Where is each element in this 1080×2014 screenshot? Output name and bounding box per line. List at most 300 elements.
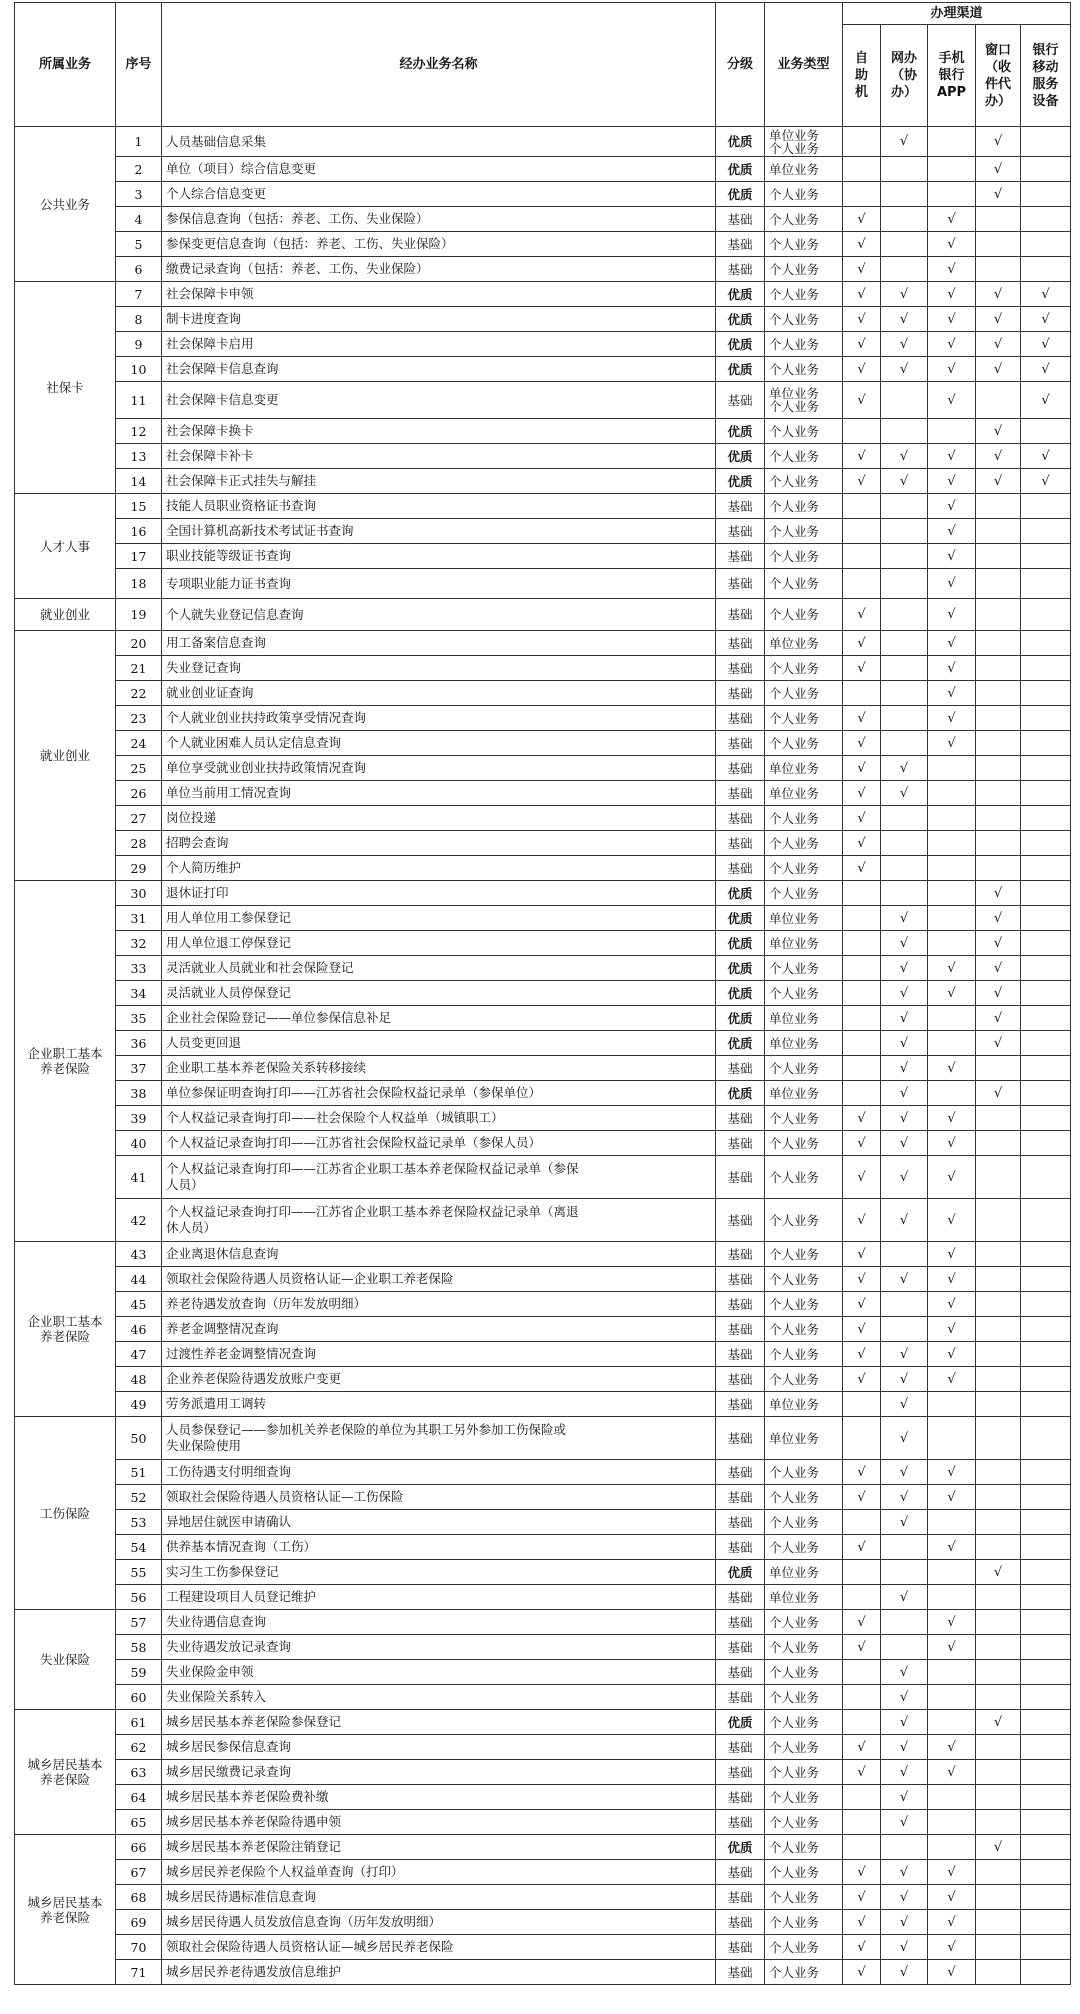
check-kiosk: √ <box>843 357 881 382</box>
check-bank-device <box>1021 856 1071 881</box>
check-window: √ <box>976 182 1021 207</box>
check-mobile-banking: √ <box>928 731 976 756</box>
check-online: √ <box>881 1342 928 1367</box>
check-online <box>881 881 928 906</box>
service-name: 城乡居民基本养老保险待遇申领 <box>162 1810 716 1835</box>
business-type: 个人业务 <box>765 332 843 357</box>
check-kiosk <box>843 157 881 182</box>
check-bank-device <box>1021 656 1071 681</box>
service-level: 优质 <box>716 332 765 357</box>
check-bank-device <box>1021 1935 1071 1960</box>
check-window: √ <box>976 157 1021 182</box>
business-type: 个人业务 <box>765 1935 843 1960</box>
check-mobile-banking: √ <box>928 1292 976 1317</box>
row-number: 6 <box>116 257 162 282</box>
table-row <box>15 257 1071 282</box>
table-row <box>15 1710 1071 1735</box>
service-name: 技能人员职业资格证书查询 <box>162 494 716 519</box>
check-window <box>976 756 1021 781</box>
check-window <box>976 1585 1021 1610</box>
check-mobile-banking: √ <box>928 444 976 469</box>
check-online <box>881 1635 928 1660</box>
business-type: 个人业务 <box>765 469 843 494</box>
service-level: 基础 <box>716 1760 765 1785</box>
check-online: √ <box>881 1056 928 1081</box>
check-kiosk: √ <box>843 1367 881 1392</box>
service-name: 单位享受就业创业扶持政策情况查询 <box>162 756 716 781</box>
check-bank-device <box>1021 1760 1071 1785</box>
check-kiosk: √ <box>843 1535 881 1560</box>
business-type: 单位业务 <box>765 631 843 656</box>
check-kiosk: √ <box>843 1885 881 1910</box>
check-mobile-banking: √ <box>928 681 976 706</box>
business-type: 个人业务 <box>765 1485 843 1510</box>
check-mobile-banking: √ <box>928 956 976 981</box>
check-kiosk: √ <box>843 1635 881 1660</box>
check-window: √ <box>976 1835 1021 1860</box>
table-row <box>15 1835 1071 1860</box>
check-mobile-banking <box>928 1585 976 1610</box>
check-bank-device: √ <box>1021 332 1071 357</box>
service-name: 个人就业创业扶持政策享受情况查询 <box>162 706 716 731</box>
check-window <box>976 681 1021 706</box>
header-channel-online: 网办（协办） <box>881 25 928 127</box>
check-kiosk: √ <box>843 1199 881 1242</box>
check-window: √ <box>976 1006 1021 1031</box>
check-kiosk <box>843 1785 881 1810</box>
service-name: 养老待遇发放查询（历年发放明细） <box>162 1292 716 1317</box>
table-row <box>15 1785 1071 1810</box>
check-online <box>881 257 928 282</box>
table-row <box>15 781 1071 806</box>
business-type: 个人业务 <box>765 1885 843 1910</box>
check-online: √ <box>881 1267 928 1292</box>
check-window <box>976 1342 1021 1367</box>
service-level: 优质 <box>716 182 765 207</box>
check-window <box>976 1392 1021 1417</box>
check-kiosk <box>843 182 881 207</box>
check-mobile-banking <box>928 182 976 207</box>
service-level: 基础 <box>716 1317 765 1342</box>
check-bank-device <box>1021 182 1071 207</box>
table-row <box>15 981 1071 1006</box>
row-number: 24 <box>116 731 162 756</box>
service-name: 个人权益记录查询打印——江苏省企业职工基本养老保险权益记录单（参保 人员） <box>162 1156 716 1199</box>
table-row <box>15 631 1071 656</box>
check-online: √ <box>881 1810 928 1835</box>
category-cell: 城乡居民基本 养老保险 <box>15 1710 116 1835</box>
check-window: √ <box>976 282 1021 307</box>
business-type: 单位业务 <box>765 756 843 781</box>
check-window <box>976 569 1021 599</box>
check-online: √ <box>881 1685 928 1710</box>
header-level: 分级 <box>716 3 765 127</box>
row-number: 62 <box>116 1735 162 1760</box>
table-row <box>15 1485 1071 1510</box>
check-mobile-banking: √ <box>928 1342 976 1367</box>
service-name: 参保信息查询（包括：养老、工伤、失业保险） <box>162 207 716 232</box>
check-mobile-banking: √ <box>928 544 976 569</box>
check-online: √ <box>881 1860 928 1885</box>
row-number: 35 <box>116 1006 162 1031</box>
service-name: 城乡居民基本养老保险费补缴 <box>162 1785 716 1810</box>
check-kiosk: √ <box>843 469 881 494</box>
check-bank-device <box>1021 1106 1071 1131</box>
service-name: 专项职业能力证书查询 <box>162 569 716 599</box>
service-name: 失业保险关系转入 <box>162 1685 716 1710</box>
check-mobile-banking <box>928 1660 976 1685</box>
check-online: √ <box>881 906 928 931</box>
check-window <box>976 1267 1021 1292</box>
service-level: 基础 <box>716 806 765 831</box>
row-number: 21 <box>116 656 162 681</box>
check-mobile-banking <box>928 1810 976 1835</box>
service-level: 优质 <box>716 1081 765 1106</box>
service-level: 优质 <box>716 419 765 444</box>
check-window: √ <box>976 307 1021 332</box>
header-service-name: 经办业务名称 <box>162 3 716 127</box>
service-name: 城乡居民基本养老保险注销登记 <box>162 1835 716 1860</box>
check-window <box>976 1810 1021 1835</box>
check-window: √ <box>976 981 1021 1006</box>
service-name: 城乡居民待遇人员发放信息查询（历年发放明细） <box>162 1910 716 1935</box>
check-bank-device <box>1021 1392 1071 1417</box>
business-type: 单位业务 <box>765 157 843 182</box>
table-row <box>15 931 1071 956</box>
header-channel-window: 窗口（收件代办） <box>976 25 1021 127</box>
service-level: 优质 <box>716 906 765 931</box>
check-kiosk <box>843 419 881 444</box>
check-window: √ <box>976 1560 1021 1585</box>
check-bank-device <box>1021 1367 1071 1392</box>
service-level: 基础 <box>716 1910 765 1935</box>
service-level: 优质 <box>716 956 765 981</box>
header-channel-kiosk: 自助机 <box>843 25 881 127</box>
check-online <box>881 569 928 599</box>
table-row <box>15 1199 1071 1242</box>
header-channel-mobile-banking: 手机银行APP <box>928 25 976 127</box>
service-name: 退休证打印 <box>162 881 716 906</box>
service-level: 优质 <box>716 1835 765 1860</box>
check-kiosk: √ <box>843 1935 881 1960</box>
business-type: 个人业务 <box>765 1860 843 1885</box>
table-row <box>15 1535 1071 1560</box>
check-mobile-banking: √ <box>928 494 976 519</box>
table-row <box>15 656 1071 681</box>
service-name: 企业离退休信息查询 <box>162 1242 716 1267</box>
service-level: 基础 <box>716 1056 765 1081</box>
table-row <box>15 681 1071 706</box>
check-bank-device <box>1021 1860 1071 1885</box>
check-online: √ <box>881 332 928 357</box>
check-mobile-banking: √ <box>928 1860 976 1885</box>
service-name: 用人单位退工停保登记 <box>162 931 716 956</box>
check-window <box>976 1860 1021 1885</box>
check-kiosk <box>843 881 881 906</box>
check-online: √ <box>881 981 928 1006</box>
table-row <box>15 1560 1071 1585</box>
row-number: 41 <box>116 1156 162 1199</box>
check-kiosk <box>843 1081 881 1106</box>
row-number: 50 <box>116 1417 162 1460</box>
check-bank-device <box>1021 1535 1071 1560</box>
business-type: 个人业务 <box>765 1660 843 1685</box>
check-kiosk <box>843 1560 881 1585</box>
check-kiosk: √ <box>843 656 881 681</box>
check-online <box>881 806 928 831</box>
check-online <box>881 207 928 232</box>
check-window <box>976 382 1021 419</box>
check-mobile-banking: √ <box>928 1056 976 1081</box>
table-row <box>15 1156 1071 1199</box>
table-row <box>15 444 1071 469</box>
check-kiosk <box>843 1392 881 1417</box>
check-bank-device: √ <box>1021 382 1071 419</box>
table-row <box>15 1267 1071 1292</box>
service-level: 基础 <box>716 1610 765 1635</box>
check-window <box>976 1735 1021 1760</box>
check-mobile-banking: √ <box>928 469 976 494</box>
check-window: √ <box>976 931 1021 956</box>
check-bank-device <box>1021 1156 1071 1199</box>
check-mobile-banking: √ <box>928 207 976 232</box>
business-type: 个人业务 <box>765 1760 843 1785</box>
business-type: 个人业务 <box>765 257 843 282</box>
table-row <box>15 956 1071 981</box>
service-level: 优质 <box>716 307 765 332</box>
business-type: 个人业务 <box>765 182 843 207</box>
check-window <box>976 207 1021 232</box>
check-online: √ <box>881 1910 928 1935</box>
check-online: √ <box>881 1417 928 1460</box>
check-bank-device <box>1021 931 1071 956</box>
business-type: 个人业务 <box>765 1056 843 1081</box>
business-type: 个人业务 <box>765 1317 843 1342</box>
service-name: 社会保障卡补卡 <box>162 444 716 469</box>
service-level: 基础 <box>716 756 765 781</box>
check-window <box>976 599 1021 631</box>
table-row <box>15 1585 1071 1610</box>
table-row <box>15 906 1071 931</box>
business-type: 个人业务 <box>765 956 843 981</box>
check-bank-device <box>1021 257 1071 282</box>
service-name: 个人权益记录查询打印——江苏省企业职工基本养老保险权益记录单（离退 休人员） <box>162 1199 716 1242</box>
business-type: 单位业务 <box>765 1560 843 1585</box>
service-level: 基础 <box>716 569 765 599</box>
business-type: 个人业务 <box>765 656 843 681</box>
check-kiosk: √ <box>843 1106 881 1131</box>
service-name: 企业职工基本养老保险关系转移接续 <box>162 1056 716 1081</box>
check-kiosk <box>843 931 881 956</box>
check-kiosk: √ <box>843 1342 881 1367</box>
service-name: 职业技能等级证书查询 <box>162 544 716 569</box>
check-window <box>976 1785 1021 1810</box>
row-number: 42 <box>116 1199 162 1242</box>
check-kiosk <box>843 1417 881 1460</box>
check-kiosk: √ <box>843 856 881 881</box>
check-bank-device <box>1021 1006 1071 1031</box>
service-name: 个人就失业登记信息查询 <box>162 599 716 631</box>
check-online: √ <box>881 1485 928 1510</box>
table-row <box>15 1810 1071 1835</box>
check-window <box>976 781 1021 806</box>
check-window <box>976 1199 1021 1242</box>
check-online: √ <box>881 1006 928 1031</box>
check-kiosk: √ <box>843 781 881 806</box>
business-type: 个人业务 <box>765 494 843 519</box>
check-window <box>976 706 1021 731</box>
check-mobile-banking: √ <box>928 1485 976 1510</box>
row-number: 25 <box>116 756 162 781</box>
check-window <box>976 1056 1021 1081</box>
table-row <box>15 1660 1071 1685</box>
check-mobile-banking: √ <box>928 1106 976 1131</box>
check-bank-device <box>1021 157 1071 182</box>
service-level: 基础 <box>716 1199 765 1242</box>
service-name: 失业待遇发放记录查询 <box>162 1635 716 1660</box>
check-mobile-banking <box>928 756 976 781</box>
check-mobile-banking: √ <box>928 1242 976 1267</box>
check-window: √ <box>976 127 1021 157</box>
service-level: 基础 <box>716 232 765 257</box>
check-mobile-banking: √ <box>928 1960 976 1985</box>
service-name: 城乡居民参保信息查询 <box>162 1735 716 1760</box>
check-mobile-banking: √ <box>928 232 976 257</box>
service-level: 基础 <box>716 1510 765 1535</box>
check-bank-device <box>1021 706 1071 731</box>
check-online: √ <box>881 931 928 956</box>
check-bank-device <box>1021 681 1071 706</box>
check-mobile-banking: √ <box>928 519 976 544</box>
check-mobile-banking: √ <box>928 706 976 731</box>
table-row <box>15 881 1071 906</box>
service-level: 基础 <box>716 631 765 656</box>
service-level: 基础 <box>716 1685 765 1710</box>
check-bank-device <box>1021 831 1071 856</box>
table-row <box>15 207 1071 232</box>
check-mobile-banking: √ <box>928 569 976 599</box>
check-window <box>976 1367 1021 1392</box>
check-kiosk: √ <box>843 1860 881 1885</box>
service-level: 基础 <box>716 599 765 631</box>
row-number: 5 <box>116 232 162 257</box>
row-number: 56 <box>116 1585 162 1610</box>
check-kiosk <box>843 1710 881 1735</box>
service-list-document <box>14 2 1070 1985</box>
check-window <box>976 831 1021 856</box>
business-type: 个人业务 <box>765 1610 843 1635</box>
business-type: 个人业务 <box>765 207 843 232</box>
check-bank-device: √ <box>1021 444 1071 469</box>
check-online: √ <box>881 1199 928 1242</box>
check-bank-device <box>1021 1835 1071 1860</box>
service-level: 基础 <box>716 856 765 881</box>
row-number: 66 <box>116 1835 162 1860</box>
check-bank-device <box>1021 1910 1071 1935</box>
row-number: 51 <box>116 1460 162 1485</box>
check-online <box>881 419 928 444</box>
check-mobile-banking: √ <box>928 382 976 419</box>
check-mobile-banking: √ <box>928 599 976 631</box>
table-row <box>15 1417 1071 1460</box>
table-row <box>15 599 1071 631</box>
service-level: 基础 <box>716 1535 765 1560</box>
header-channels: 办理渠道 <box>843 3 1071 25</box>
row-number: 20 <box>116 631 162 656</box>
check-window <box>976 494 1021 519</box>
table-row <box>15 1367 1071 1392</box>
check-kiosk <box>843 681 881 706</box>
service-level: 基础 <box>716 1342 765 1367</box>
service-name: 单位当前用工情况查询 <box>162 781 716 806</box>
check-mobile-banking: √ <box>928 1267 976 1292</box>
service-name: 社会保障卡换卡 <box>162 419 716 444</box>
check-bank-device <box>1021 1056 1071 1081</box>
check-window <box>976 1485 1021 1510</box>
header-number: 序号 <box>116 3 162 127</box>
check-bank-device <box>1021 631 1071 656</box>
row-number: 3 <box>116 182 162 207</box>
table-row <box>15 1392 1071 1417</box>
check-window <box>976 1242 1021 1267</box>
check-online <box>881 1535 928 1560</box>
check-bank-device <box>1021 544 1071 569</box>
business-type: 个人业务 <box>765 1735 843 1760</box>
row-number: 43 <box>116 1242 162 1267</box>
check-online: √ <box>881 1785 928 1810</box>
check-window <box>976 257 1021 282</box>
table-row <box>15 1006 1071 1031</box>
check-online <box>881 656 928 681</box>
table-row <box>15 127 1071 157</box>
check-online <box>881 1835 928 1860</box>
service-level: 优质 <box>716 469 765 494</box>
row-number: 19 <box>116 599 162 631</box>
service-name: 人员变更回退 <box>162 1031 716 1056</box>
business-type: 个人业务 <box>765 1342 843 1367</box>
business-type: 个人业务 <box>765 519 843 544</box>
service-name: 失业待遇信息查询 <box>162 1610 716 1635</box>
check-kiosk: √ <box>843 207 881 232</box>
row-number: 68 <box>116 1885 162 1910</box>
table-row <box>15 382 1071 419</box>
business-type: 个人业务 <box>765 1710 843 1735</box>
check-bank-device <box>1021 207 1071 232</box>
service-level: 基础 <box>716 706 765 731</box>
service-name: 参保变更信息查询（包括：养老、工伤、失业保险） <box>162 232 716 257</box>
check-kiosk: √ <box>843 1156 881 1199</box>
row-number: 65 <box>116 1810 162 1835</box>
table-row <box>15 1031 1071 1056</box>
service-level: 基础 <box>716 1935 765 1960</box>
service-level: 优质 <box>716 444 765 469</box>
table-row <box>15 1106 1071 1131</box>
row-number: 46 <box>116 1317 162 1342</box>
row-number: 28 <box>116 831 162 856</box>
check-online <box>881 856 928 881</box>
check-online <box>881 182 928 207</box>
row-number: 64 <box>116 1785 162 1810</box>
check-kiosk: √ <box>843 232 881 257</box>
table-row <box>15 182 1071 207</box>
check-online <box>881 544 928 569</box>
row-number: 67 <box>116 1860 162 1885</box>
service-level: 基础 <box>716 1242 765 1267</box>
table-row <box>15 1635 1071 1660</box>
check-window <box>976 731 1021 756</box>
service-name: 社会保障卡启用 <box>162 332 716 357</box>
check-online: √ <box>881 469 928 494</box>
